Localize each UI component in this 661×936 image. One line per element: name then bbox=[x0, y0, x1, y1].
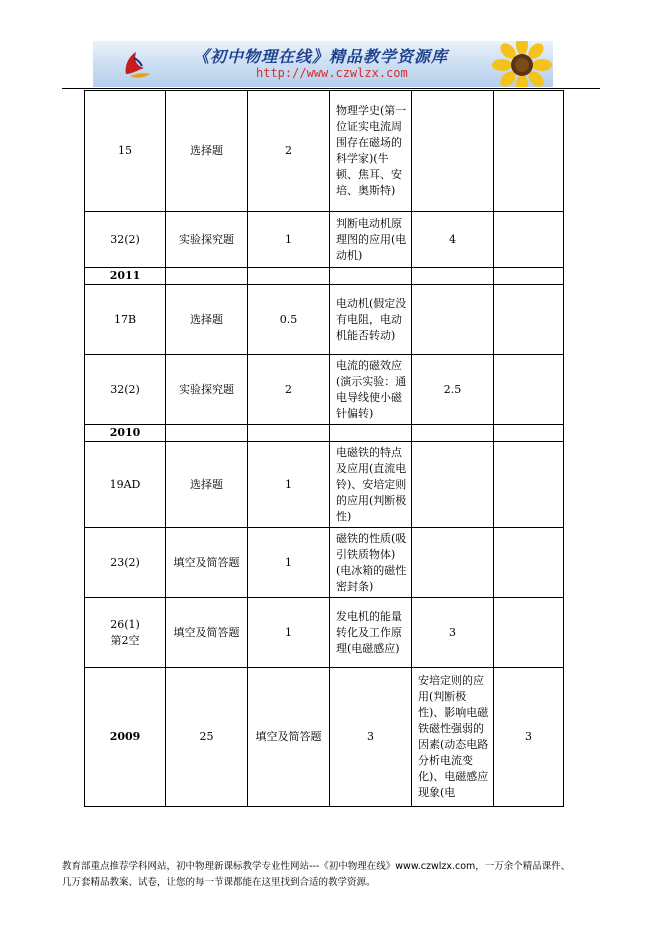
table-cell: 2 bbox=[248, 91, 330, 212]
table-cell bbox=[248, 425, 330, 442]
table-cell: 26(1) 第2空 bbox=[85, 598, 166, 668]
table-cell: 15 bbox=[85, 91, 166, 212]
table-cell: 2009 bbox=[85, 668, 166, 807]
table-cell: 选择题 bbox=[166, 285, 248, 355]
header-divider bbox=[62, 88, 600, 89]
table-cell bbox=[330, 425, 412, 442]
table-cell: 3 bbox=[494, 668, 564, 807]
table-row bbox=[85, 668, 564, 807]
table-cell bbox=[494, 598, 564, 668]
year-row bbox=[85, 268, 564, 285]
table-cell: 2.5 bbox=[412, 355, 494, 425]
table-row bbox=[85, 528, 564, 598]
table-cell: 电动机(假定没有电阻，电动机能否转动) bbox=[330, 285, 412, 355]
table-row bbox=[85, 91, 564, 212]
table-cell: 填空及简答题 bbox=[166, 528, 248, 598]
table-row bbox=[85, 212, 564, 268]
table-cell: 填空及简答题 bbox=[166, 598, 248, 668]
table-cell: 1 bbox=[248, 442, 330, 528]
table-cell bbox=[412, 91, 494, 212]
footer-line-2: 几万套精品教案、试卷，让您的每一节课都能在这里找到合适的教学资源。 bbox=[62, 877, 376, 888]
table-cell: 电流的磁效应(演示实验：通电导线使小磁针偏转) bbox=[330, 355, 412, 425]
table-cell: 23(2) bbox=[85, 528, 166, 598]
table-cell: 实验探究题 bbox=[166, 355, 248, 425]
table-cell: 1 bbox=[248, 598, 330, 668]
table-cell bbox=[412, 528, 494, 598]
table-cell: 选择题 bbox=[166, 442, 248, 528]
table-cell: 25 bbox=[166, 668, 248, 807]
table-cell bbox=[412, 285, 494, 355]
footer-line-1: 教育部重点推荐学科网站，初中物理新课标教学专业性网站---《初中物理在线》www.czwlzx.com，一万余个精品课件、 bbox=[62, 861, 571, 872]
exam-topic-table bbox=[84, 90, 564, 807]
table-cell bbox=[248, 268, 330, 285]
table-cell bbox=[330, 268, 412, 285]
table-cell bbox=[494, 285, 564, 355]
sunflower-icon bbox=[489, 41, 553, 87]
table-row bbox=[85, 355, 564, 425]
table-cell: 物理学史(第一位证实电流周围存在磁场的科学家)(牛顿、焦耳、安培、奥斯特) bbox=[330, 91, 412, 212]
table-cell bbox=[166, 425, 248, 442]
table-cell: 4 bbox=[412, 212, 494, 268]
table-cell bbox=[494, 91, 564, 212]
table-cell: 2 bbox=[248, 355, 330, 425]
table-cell: 安培定则的应用(判断极性)、影响电磁铁磁性强弱的因素(动态电路分析电流变化)、电磁感应现象(电 bbox=[412, 668, 494, 807]
table-cell: 32(2) bbox=[85, 355, 166, 425]
table-cell bbox=[494, 212, 564, 268]
banner-url[interactable]: http://www.czwlzx.com bbox=[256, 66, 408, 80]
table-cell: 发电机的能量转化及工作原理(电磁感应) bbox=[330, 598, 412, 668]
table-cell bbox=[166, 268, 248, 285]
year-row bbox=[85, 425, 564, 442]
table-cell: 3 bbox=[330, 668, 412, 807]
table-cell bbox=[494, 355, 564, 425]
site-logo-icon bbox=[120, 48, 152, 80]
table-row bbox=[85, 285, 564, 355]
banner-title: 《初中物理在线》精品教学资源库 bbox=[193, 47, 449, 66]
table-cell bbox=[412, 425, 494, 442]
table-cell: 填空及简答题 bbox=[248, 668, 330, 807]
table-cell: 17B bbox=[85, 285, 166, 355]
table-cell: 2011 bbox=[85, 268, 166, 285]
table-cell: 1 bbox=[248, 528, 330, 598]
table-cell bbox=[494, 442, 564, 528]
table-cell: 1 bbox=[248, 212, 330, 268]
table-cell bbox=[494, 425, 564, 442]
table-cell: 3 bbox=[412, 598, 494, 668]
header-banner bbox=[93, 41, 553, 87]
table-row bbox=[85, 442, 564, 528]
table-cell: 2010 bbox=[85, 425, 166, 442]
table-cell: 判断电动机原理图的应用(电动机) bbox=[330, 212, 412, 268]
table-row bbox=[85, 598, 564, 668]
table-cell: 磁铁的性质(吸引铁质物体)(电冰箱的磁性密封条) bbox=[330, 528, 412, 598]
table-cell: 实验探究题 bbox=[166, 212, 248, 268]
table-cell: 32(2) bbox=[85, 212, 166, 268]
table-cell bbox=[494, 528, 564, 598]
table-cell bbox=[494, 268, 564, 285]
table-cell bbox=[412, 268, 494, 285]
table-cell bbox=[412, 442, 494, 528]
table-cell: 电磁铁的特点及应用(直流电铃)、安培定则的应用(判断极性) bbox=[330, 442, 412, 528]
table-cell: 19AD bbox=[85, 442, 166, 528]
table-cell: 0.5 bbox=[248, 285, 330, 355]
table-cell: 选择题 bbox=[166, 91, 248, 212]
footer-note bbox=[62, 859, 622, 891]
